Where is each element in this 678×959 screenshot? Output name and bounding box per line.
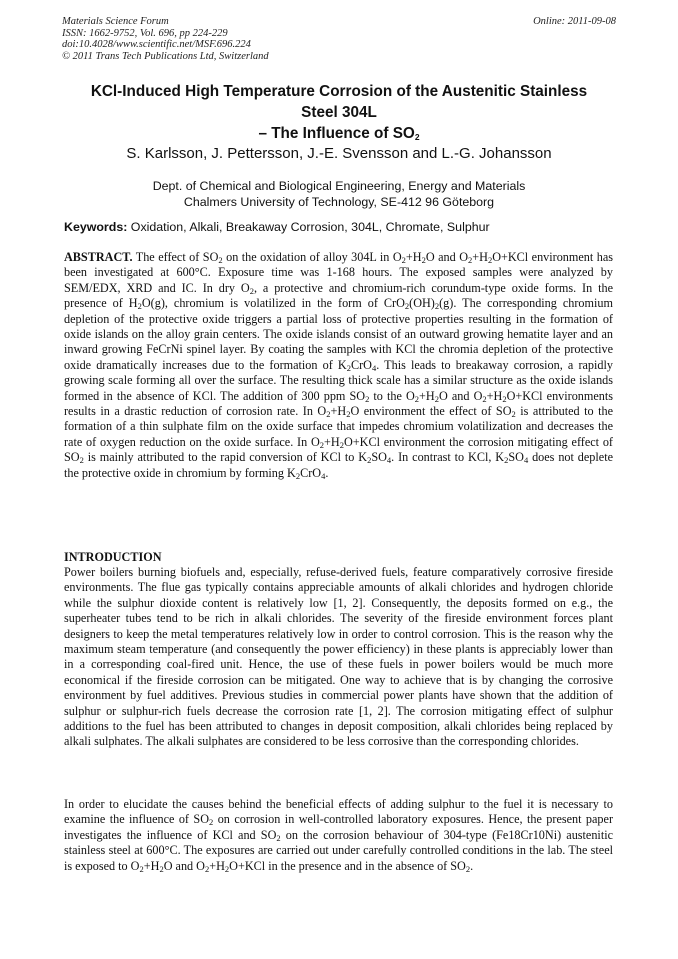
- subscript: 2: [421, 255, 426, 265]
- text-run: O environment the effect of SO: [350, 404, 512, 419]
- introduction-paragraph-2: [64, 797, 613, 874]
- affiliation-line-1: Dept. of Chemical and Biological Engineering, Energy and Materials: [152, 179, 526, 193]
- subscript: 2: [414, 393, 420, 404]
- text-run: .: [470, 858, 474, 873]
- text-run: The effect of SO: [132, 250, 219, 264]
- title-line-3-text: – The Influence of SO: [258, 125, 415, 142]
- text-run: SO: [371, 450, 387, 465]
- abstract-label: ABSTRACT.: [64, 250, 133, 264]
- doi-line: doi:10.4028/www.scientific.net/MSF.696.224: [62, 39, 251, 50]
- text-run: on the oxidation of alloy 304L in O: [222, 250, 402, 264]
- subscript: 2: [504, 455, 509, 466]
- page-header: [62, 16, 616, 62]
- keywords: [64, 219, 616, 235]
- text-run: +H: [405, 250, 422, 264]
- affiliation: [62, 178, 616, 210]
- subscript: 2: [434, 301, 440, 312]
- title-line-1: KCl-Induced High Temperature Corrosion of the Austenitic Stainless: [90, 83, 588, 100]
- subscript: 2: [401, 255, 406, 265]
- text-run: does not deplete the protective oxide in chromium by forming K: [64, 450, 613, 480]
- text-run: to the O: [369, 388, 415, 403]
- text-run: O and O: [425, 250, 469, 264]
- abstract-body: [64, 250, 613, 480]
- text-run: CrO: [350, 357, 372, 372]
- subscript: 2: [404, 301, 410, 312]
- subscript: 2: [139, 863, 144, 874]
- subscript: 2: [346, 409, 351, 420]
- subscript: 2: [365, 393, 370, 404]
- keywords-label: Keywords:: [64, 220, 128, 234]
- title-subscript: 2: [414, 132, 420, 142]
- subscript: 2: [159, 863, 164, 874]
- subscript: 2: [468, 255, 473, 265]
- text-run: . In contrast to KCl, K: [391, 450, 505, 465]
- text-run: +H: [209, 858, 225, 873]
- subscript: 2: [249, 285, 254, 296]
- subscript: 2: [319, 439, 325, 450]
- affiliation-line-2: Chalmers University of Technology, SE-412 96 Göteborg: [183, 195, 495, 209]
- subscript: 2: [204, 863, 210, 874]
- subscript: 2: [276, 832, 281, 843]
- text-run: O+KCl environments results in a drastic reduction of corrosion rate. In O: [64, 388, 614, 419]
- subscript: 2: [346, 362, 351, 373]
- text-run: +H: [324, 434, 340, 449]
- subscript: 2: [224, 863, 230, 874]
- title-line-2: Steel 304L: [301, 104, 377, 121]
- title-line-3: [62, 123, 616, 144]
- subscript: 4: [523, 455, 529, 466]
- introduction-paragraph-1: Power boilers burning biofuels and, especially, refuse-derived fuels, feature comparatively corrosive fireside environments. The flue gas typically contains appreciable amounts of alkali chlorides and hydrogen chloride while the sulphur dioxide content is relatively low [1, 2]. Consequently, the deposits formed on e.g., the superheater tubes tend to be rich in alkali chlorides. The severity of the fireside environment forces plant designers to keep the metal temperatures relatively low in order to control corrosion. This is the reason why the maximum steam temperature (and consequently the power efficiency) in these plants is appreciably lower than in a corresponding coal-fired unit. Hence, the use of these fuels in power boilers would be much more economical if the fireside corrosion can be mitigated. One way to achieve that is by changing the corrosive environment by fuel additives. Previous studies in commercial power plants have shown that the addition of sulphur or sulphur-rich fuels decrease the corrosion rate [1, 2]. The corrosion mitigating effect of sulphur additions to the fuel has been attributed to changes in deposit composition, alkali chlorides being replaced by alkali sulphates. The alkali sulphates are considered to be less corrosive than the corresponding chlorides.: [64, 565, 613, 749]
- subscript: 2: [137, 301, 142, 312]
- text-run: (g). The corresponding chromium depletion of the protective oxide triggers a partial loss of protective properties resulting in the formation of oxide islands on the alloy grain centers. The oxide islands consist of an outward growing hematite layer and an inward growing FeCrNi spinel layer. By coating the samples with KCl the chromia depletion of the protective oxide dramatically increases due to the formation of K: [64, 296, 613, 372]
- subscript: 2: [502, 393, 507, 404]
- subscript: 2: [209, 817, 214, 828]
- subscript: 2: [482, 393, 487, 404]
- text-run: In order to elucidate the causes behind the beneficial effects of adding sulphur to the fuel it is necessary to examine the influence of SO: [64, 797, 613, 827]
- introduction-heading: INTRODUCTION: [64, 550, 162, 564]
- text-run: +H: [330, 404, 347, 419]
- subscript: 2: [218, 255, 223, 265]
- text-run: O+KCl environment has been investigated at 600°C. Exposure time was 1-168 hours. The exposed samples were analyzed by SEM/EDX, XRD and IC. In dry O: [64, 250, 613, 295]
- subscript: 2: [326, 409, 331, 420]
- keywords-text: Oxidation, Alkali, Breakaway Corrosion, 304L, Chromate, Sulphur: [127, 220, 490, 234]
- text-run: , a protective and chromium-rich corundum-type oxide forms. In the presence of H: [64, 280, 613, 311]
- subscript: 4: [321, 470, 326, 481]
- text-run: on corrosion in well-controlled laboratory exposures. Hence, the present paper investigates the influence of KCl and SO: [64, 812, 613, 842]
- author-list: S. Karlsson, J. Pettersson, J.-E. Svensson and L.-G. Johansson: [126, 145, 552, 162]
- text-run: .: [325, 465, 329, 480]
- text-run: O(g), chromium is volatilized in the form of CrO: [141, 296, 405, 311]
- text-run: is attributed to the formation of a thin sulphate film on the oxide surface that impedes chromium volatilization and decreases the rate of oxygen reduction on the oxide surface. In O: [64, 404, 613, 449]
- online-date: Online: 2011-09-08: [533, 16, 616, 27]
- subscript: 2: [339, 439, 344, 450]
- subscript: 2: [434, 393, 439, 404]
- text-run: +H: [486, 388, 503, 403]
- text-run: . This leads to breakaway corrosion, a rapidly growing scale forming all over the surface. The resulting thick scale has a similar structure as the oxide islands formed in the absence of KCl. The addition of 300 ppm SO: [64, 357, 613, 403]
- text-run: O+KCl environment the corrosion mitigating effect of SO: [64, 434, 613, 465]
- text-run: CrO: [300, 465, 322, 480]
- text-run: +H: [472, 250, 488, 264]
- subscript: 4: [371, 362, 377, 373]
- text-run: +H: [143, 858, 160, 873]
- subscript: 2: [511, 409, 516, 420]
- text-run: (OH): [409, 296, 435, 311]
- text-run: O+KCl in the presence and in the absence of SO: [229, 858, 466, 873]
- text-run: SO: [508, 450, 524, 465]
- subscript: 2: [487, 255, 493, 265]
- text-run: is mainly attributed to the rapid conversion of KCl to K: [83, 450, 368, 465]
- abstract-paragraph: [64, 250, 613, 481]
- subscript: 2: [465, 863, 471, 874]
- text-run: on the corrosion behaviour of 304-type (Fe18Cr10Ni) austenitic stainless steel at 600°C. The exposures are carried out under carefully controlled conditions in the lab. The steel is exposed to O: [64, 827, 613, 873]
- text-run: +H: [419, 388, 435, 403]
- copyright-line: © 2011 Trans Tech Publications Ltd, Switzerland: [62, 50, 269, 62]
- subscript: 2: [79, 455, 84, 466]
- paper-title: [62, 81, 616, 144]
- subscript: 4: [386, 455, 392, 466]
- subscript: 2: [367, 455, 372, 466]
- issn-line: ISSN: 1662-9752, Vol. 696, pp 224-229: [62, 27, 228, 39]
- subscript: 2: [295, 470, 301, 481]
- text-run: O and O: [438, 388, 483, 403]
- journal-name: Materials Science Forum: [62, 16, 169, 27]
- text-run: O and O: [163, 858, 205, 873]
